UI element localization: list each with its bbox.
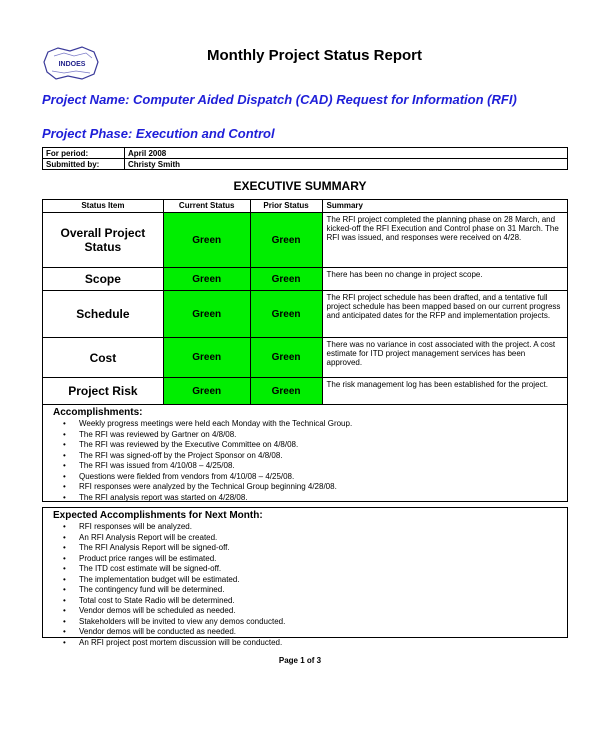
current-status-badge: Green <box>163 213 250 268</box>
header-current-status: Current Status <box>163 200 250 213</box>
table-row <box>43 268 568 291</box>
list-item: • The RFI analysis report was started on 4/28/08. <box>79 493 563 504</box>
list-item: • An RFI project post mortem discussion will be conducted. <box>79 638 563 649</box>
page-number: Page 1 of 3 <box>278 656 322 665</box>
table-header-row <box>43 200 568 213</box>
prior-status-badge: Green <box>250 291 322 338</box>
list-item: • The RFI was signed-off by the Project Sponsor on 4/8/08. <box>79 451 563 462</box>
period-label: For period: <box>43 148 125 159</box>
status-item-label: Scope <box>43 268 164 291</box>
header-status-item: Status Item <box>43 200 164 213</box>
current-status-badge: Green <box>163 291 250 338</box>
current-status-badge: Green <box>163 378 250 405</box>
list-item: • The RFI was reviewed by Gartner on 4/8/08. <box>79 430 563 441</box>
header-prior-status: Prior Status <box>250 200 322 213</box>
status-summary-text: The RFI project completed the planning phase on 28 March, and kicked-off the RFI Execution and Control phase on 31 March. The RFI was issued, and responses were received on 4/28. <box>322 213 568 268</box>
list-item: • RFI responses were analyzed by the Technical Group beginning 4/28/08. <box>79 482 563 493</box>
table-row <box>43 338 568 378</box>
list-item: • The RFI was reviewed by the Executive Committee on 4/8/08. <box>79 440 563 451</box>
current-status-badge: Green <box>163 268 250 291</box>
list-item: • An RFI Analysis Report will be created. <box>79 533 563 544</box>
executive-summary-table <box>42 199 568 405</box>
status-item-label: Schedule <box>43 291 164 338</box>
list-item: • Vendor demos will be scheduled as needed. <box>79 606 563 617</box>
status-item-label: Cost <box>43 338 164 378</box>
list-item: • The RFI Analysis Report will be signed-off. <box>79 543 563 554</box>
expected-accomplishments-list <box>79 522 563 648</box>
list-item: • RFI responses will be analyzed. <box>79 522 563 533</box>
period-value: April 2008 <box>125 148 568 159</box>
list-item: • The ITD cost estimate will be signed-off. <box>79 564 563 575</box>
executive-summary-title: EXECUTIVE SUMMARY <box>233 179 367 193</box>
status-item-label: Overall Project Status <box>43 213 164 268</box>
prior-status-badge: Green <box>250 268 322 291</box>
list-item: • The implementation budget will be estimated. <box>79 575 563 586</box>
table-row <box>43 291 568 338</box>
accomplishments-section <box>42 404 568 502</box>
status-summary-text: The RFI project schedule has been drafted, and a tentative full project schedule has been mapped based on our current progress and anticipated dates for the RFP and implementation projects. <box>322 291 568 338</box>
table-row <box>43 213 568 268</box>
list-item: • The RFI was issued from 4/10/08 – 4/25/08. <box>79 461 563 472</box>
status-item-label: Project Risk <box>43 378 164 405</box>
prior-status-badge: Green <box>250 213 322 268</box>
expected-accomplishments-title: Expected Accomplishments for Next Month: <box>53 510 263 521</box>
list-item: • Total cost to State Radio will be determined. <box>79 596 563 607</box>
list-item: • Product price ranges will be estimated. <box>79 554 563 565</box>
indoes-logo-icon <box>42 44 102 82</box>
status-summary-text: The risk management log has been established for the project. <box>322 378 568 405</box>
prior-status-badge: Green <box>250 338 322 378</box>
list-item: • Weekly progress meetings were held each Monday with the Technical Group. <box>79 419 563 430</box>
list-item: • The contingency fund will be determined. <box>79 585 563 596</box>
header-summary: Summary <box>322 200 568 213</box>
project-name: Project Name: Computer Aided Dispatch (CAD) Request for Information (RFI) <box>42 92 517 107</box>
submitted-label: Submitted by: <box>43 159 125 170</box>
list-item: • Stakeholders will be invited to view any demos conducted. <box>79 617 563 628</box>
expected-accomplishments-section <box>42 507 568 647</box>
accomplishments-title: Accomplishments: <box>53 407 143 418</box>
logo-text: INDOES <box>58 61 86 68</box>
report-meta-table <box>42 147 568 170</box>
status-summary-text: There has been no change in project scope. <box>322 268 568 291</box>
list-item: • Vendor demos will be conducted as needed. <box>79 627 563 638</box>
accomplishments-list <box>79 419 563 503</box>
page-title: Monthly Project Status Report <box>207 47 423 64</box>
table-row <box>43 378 568 405</box>
current-status-badge: Green <box>163 338 250 378</box>
project-phase: Project Phase: Execution and Control <box>42 126 275 141</box>
submitted-value: Christy Smith <box>125 159 568 170</box>
prior-status-badge: Green <box>250 378 322 405</box>
list-item: • Questions were fielded from vendors from 4/10/08 – 4/25/08. <box>79 472 563 483</box>
status-summary-text: There was no variance in cost associated with the project. A cost estimate for ITD project management services has been approved. <box>322 338 568 378</box>
